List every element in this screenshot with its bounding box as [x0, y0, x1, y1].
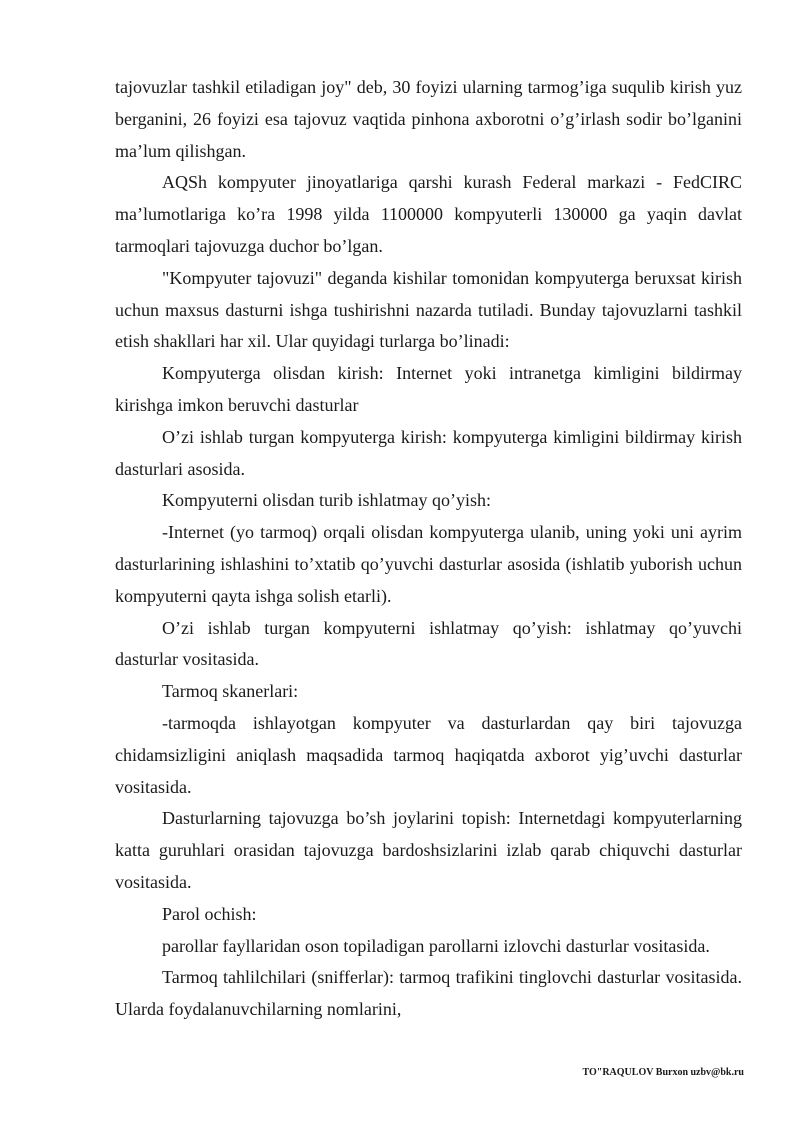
paragraph: -Internet (yo tarmoq) orqali olisdan kompyuterga ulanib, uning yoki uni ayrim dasturlarining ishlashini to’xtatib qo’yuvchi dasturlar asosida (ishlatib yuborish uchun kompyuterni qayta ishga solish etarli).	[115, 522, 742, 606]
paragraph: Tarmoq skanerlari:	[162, 681, 299, 702]
document-body	[115, 72, 742, 1026]
paragraph: AQSh kompyuter jinoyatlariga qarshi kurash Federal markazi - FedCIRC ma’lumotlariga ko’ra 1998 yilda 1100000 kompyuterli 130000 ga yaqin davlat tarmoqlari tajovuzga duchor bo’lgan.	[115, 172, 742, 256]
paragraph: "Kompyuter tajovuzi" deganda kishilar tomonidan kompyuterga beruxsat kirish uchun maxsus dasturni ishga tushirishni nazarda tutiladi. Bunday tajovuzlarni tashkil etish shakllari har xil. Ular quyidagi turlarga bo’linadi:	[115, 267, 742, 352]
paragraph: Parol ochish:	[162, 903, 257, 924]
paragraph: -tarmoqda ishlayotgan kompyuter va dasturlardan qay biri tajovuzga chidamsizligini aniqlash maqsadida tarmoq haqiqatda axborot yig’uvchi dasturlar vositasida.	[115, 712, 742, 797]
paragraph: tajovuzlar tashkil etiladigan joy" deb, 30 foyizi ularning tarmog’iga suqulib kirish yuz berganini, 26 foyizi esa tajovuz vaqtida pinhona axborotni o’g’irlash sodir bo’lganini ma’lum qilishgan.	[115, 77, 742, 161]
paragraph: O’zi ishlab turgan kompyuterni ishlatmay qo’yish: ishlatmay qo’yuvchi dasturlar vositasida.	[115, 617, 742, 670]
paragraph: Kompyuterga olisdan kirish: Internet yoki intranetga kimligini bildirmay kirishga imkon beruvchi dasturlar	[115, 363, 742, 415]
page-footer: TO"RAQULOV Burxon uzbv@bk.ru	[582, 1067, 744, 1078]
paragraph: Kompyuterni olisdan turib ishlatmay qo’yish:	[162, 490, 491, 511]
paragraph: parollar fayllaridan oson topiladigan parollarni izlovchi dasturlar vositasida.	[162, 935, 710, 956]
paragraph: Dasturlarning tajovuzga bo’sh joylarini topish: Internetdagi kompyuterlarning katta guruhlari orasidan tajovuzga bardoshsizlarini izlab qarab chiquvchi dasturlar vositasida.	[115, 808, 742, 892]
paragraph: Tarmoq tahlilchilari (snifferlar): tarmoq trafikini tinglovchi dasturlar vositasida. Ularda foydalanuvchilarning nomlarini,	[115, 967, 742, 1020]
paragraph: O’zi ishlab turgan kompyuterga kirish: kompyuterga kimligini bildirmay kirish dasturlari asosida.	[115, 426, 742, 479]
